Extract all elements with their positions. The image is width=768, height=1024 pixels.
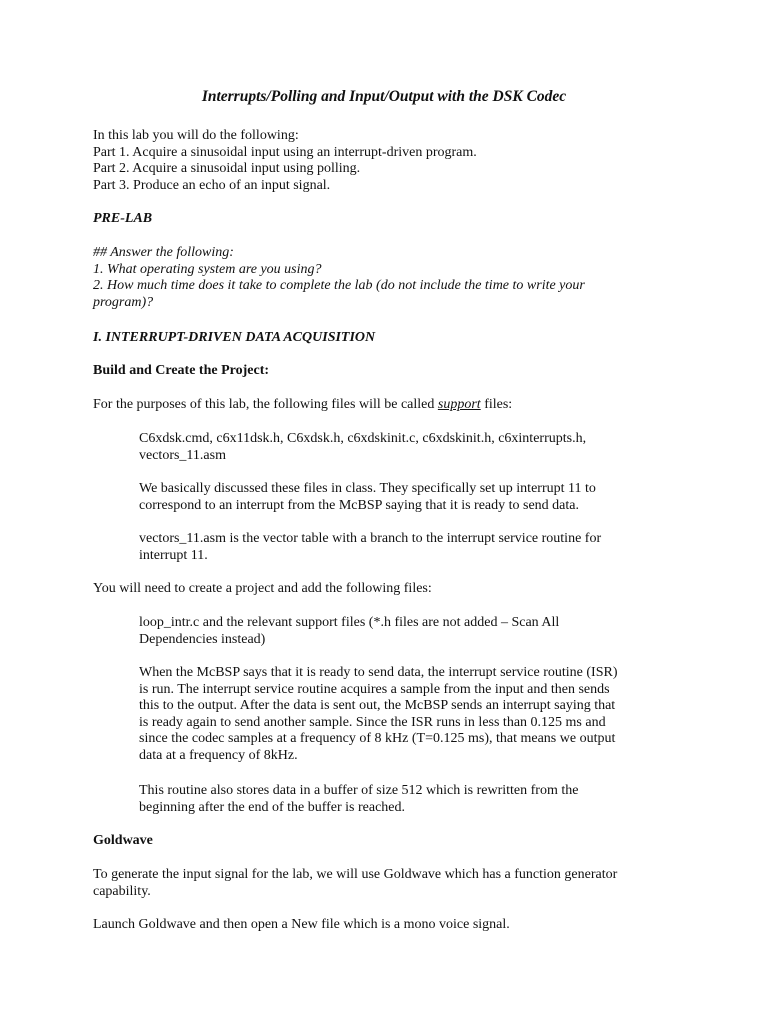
isr-line: data at a frequency of 8kHz. [139,747,298,763]
part-2: Part 2. Acquire a sinusoidal input using polling. [93,161,361,177]
part-3: Part 3. Produce an echo of an input signal. [93,177,331,193]
goldwave-paragraph-2: Launch Goldwave and then open a New file which is a mono voice signal. [93,917,510,932]
vectors-paragraph [139,531,679,564]
document-title: Interrupts/Polling and Input/Output with the DSK Codec [201,88,567,105]
discussion-line: We basically discussed these files in class. They specifically set up interrupt 11 to [139,481,596,496]
support-files-line: C6xdsk.cmd, c6x11dsk.h, C6xdsk.h, c6xdskinit.c, c6xdskinit.h, c6xinterrupts.h, [139,431,587,446]
prelab-question-2: 2. How much time does it take to complete the lab (do not include the time to write your [93,278,585,294]
buffer-line: This routine also stores data in a buffer of size 512 which is rewritten from the [139,783,579,798]
vectors-line: interrupt 11. [139,547,208,563]
isr-line: When the McBSP says that it is ready to send data, the interrupt service routine (ISR) [139,665,618,680]
goldwave-line: capability. [93,883,151,899]
intro-lead: In this lab you will do the following: [93,128,299,143]
vectors-line: vectors_11.asm is the vector table with a branch to the interrupt service routine for [139,531,602,546]
intro-section [93,128,693,194]
add-files-lead: You will need to create a project and add the following files: [93,581,432,596]
isr-line: since the codec samples at a frequency of 8 kHz (T=0.125 ms), that means we output [139,731,616,747]
buffer-line: beginning after the end of the buffer is reached. [139,799,406,815]
isr-line: is ready again to send another sample. Since the ISR runs in less than 0.125 ms and [139,714,606,730]
prelab-question-1: 1. What operating system are you using? [93,261,322,277]
prelab-line: ## Answer the following: [93,245,234,260]
add-files-line: loop_intr.c and the relevant support files (*.h files are not added – Scan All [139,615,560,630]
section-1-heading: I. INTERRUPT-DRIVEN DATA ACQUISITION [93,330,376,345]
buffer-paragraph [139,783,679,816]
discussion-paragraph [139,481,679,514]
support-file-list [139,431,679,464]
support-term: support [437,397,481,412]
add-files-line: Dependencies instead) [139,631,266,647]
build-project-heading: Build and Create the Project: [93,363,270,378]
support-files-line: vectors_11.asm [139,447,226,463]
support-sentence-before: For the purposes of this lab, the following files will be called [93,397,438,412]
goldwave-line: To generate the input signal for the lab, we will use Goldwave which has a function generator [93,867,618,882]
isr-line: this to the output. After the data is sent out, the McBSP sends an interrupt saying that [139,698,616,714]
prelab-question-2-cont: program)? [93,294,154,310]
isr-paragraph [139,665,679,765]
support-files-sentence [93,397,693,414]
support-sentence-after: files: [480,397,513,412]
part-1: Part 1. Acquire a sinusoidal input using an interrupt-driven program. [93,144,477,160]
prelab-heading: PRE-LAB [93,211,153,226]
add-files-list [139,615,679,648]
prelab-questions [93,245,693,311]
goldwave-heading: Goldwave [93,833,153,848]
isr-line: is run. The interrupt service routine acquires a sample from the input and then sends [139,681,610,697]
discussion-line: correspond to an interrupt from the McBSP saying that it is ready to send data. [139,497,580,513]
goldwave-paragraph-1 [93,867,713,900]
